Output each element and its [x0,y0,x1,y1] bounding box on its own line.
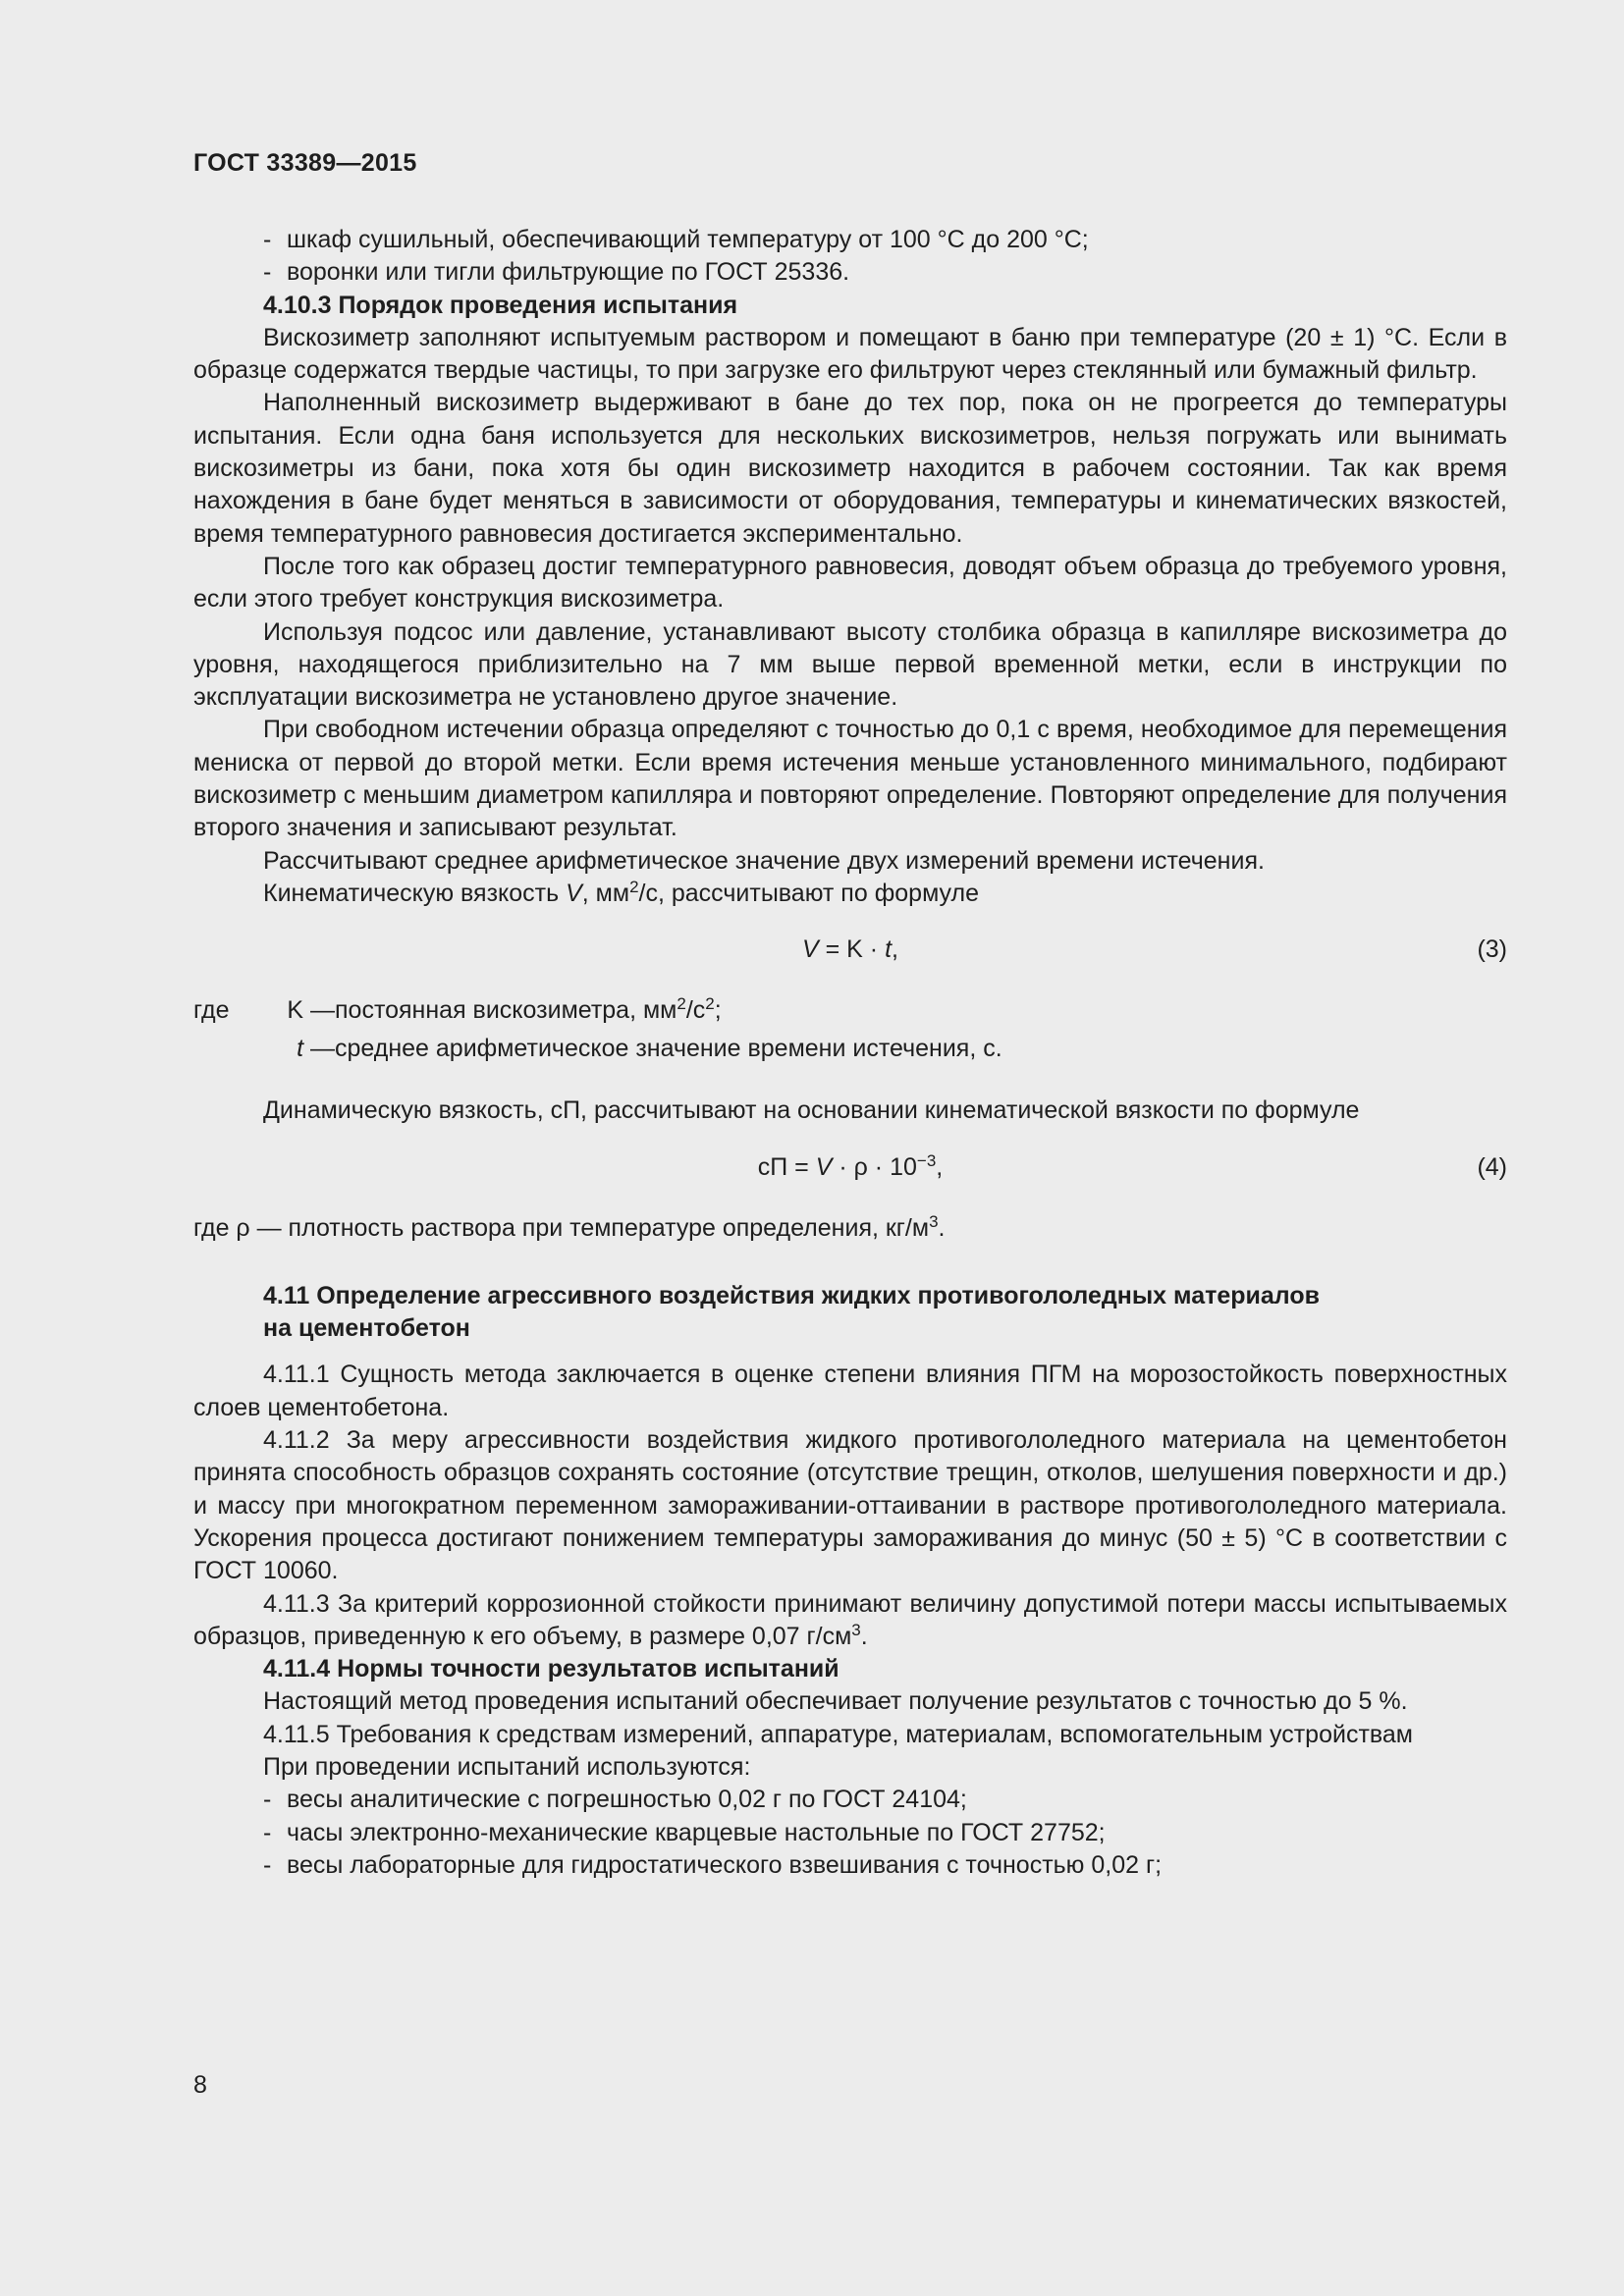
paragraph: Наполненный вискозиметр выдерживают в бане до тех пор, пока он не прогреется до температуры испытания. Если одна баня используется для нескольких вискозиметров, нельзя погружать или вынимать вискозиметры из бани, пока хотя бы один вискозиметр находится в рабочем состоянии. Так как время нахождения в бане будет меняться в зависимости от оборудования, температуры и кинематических вязкостей, время температурного равновесия достигается экспериментально. [193,389,1507,548]
paragraph: 4.11.2 За меру агрессивности воздействия жидкого противогололедного материала на цементобетон принята способность образцов сохранять состояние (отсутствие трещин, отколов, шелушения поверхности и др.) и массу при многократном переменном замораживании-оттаивании в растворе противогололедного материала. Ускорения процесса достигают понижением температуры замораживания до минус (50 ± 5) °С в соответствии с ГОСТ 10060. [193,1426,1507,1585]
text-run: /с [685,996,706,1025]
formula-expression [193,934,1507,966]
subsection-heading-4-11-4: 4.11.4 Нормы точности результатов испытаний [263,1655,839,1683]
variable-v: V [566,879,582,907]
text-run: , мм [581,879,630,907]
symbol-k: K — [287,996,335,1025]
formula-number: (4) [1477,1152,1507,1181]
superscript: 2 [677,994,686,1014]
list-item-text: весы лабораторные для гидростатического взвешивания с точностью 0,02 г; [287,1850,1163,1879]
variable-v: V [802,935,819,964]
symbol-t [297,1033,335,1065]
list-item [193,256,1507,289]
list-item [193,1817,1507,1849]
text-run: 4.11.3 За критерий коррозионной стойкости принимают величину допустимой потери массы испытываемых образцов, приведенную к его объему, в размере 0,07 г/см [193,1589,1507,1650]
list-item-text: весы аналитические с погрешностью 0,02 г по ГОСТ 24104; [287,1786,967,1814]
dash-marker: - [263,1818,272,1846]
formula-3 [193,910,1507,981]
list-item-text: шкаф сушильный, обеспечивающий температуру от 100 °С до 200 °С; [287,226,1089,253]
list-item-text: воронки или тигли фильтрующие по ГОСТ 25336. [287,258,850,287]
superscript: 3 [851,1620,861,1639]
text-run: , [936,1152,944,1181]
list-item [193,224,1507,256]
text-run: где ρ — плотность раствора при температуре определения, кг/м [193,1213,930,1242]
legend-row-k [193,994,1507,1033]
text-run: постоянная вискозиметра, мм [335,996,677,1025]
text-run: Кинематическую вязкость [263,879,567,907]
heading-line: на цементобетон [263,1314,470,1343]
paragraph: Настоящий метод проведения испытаний обеспечивает получение результатов с точностью до 5 %. [263,1687,1408,1716]
symbol-description [335,994,722,1027]
list-item [193,1849,1507,1882]
list-item [193,1784,1507,1816]
paragraph: Вискозиметр заполняют испытуемым раствором и помещают в баню при температуре (20 ± 1) °С. Если в образце содержатся твердые частицы, то при загрузке его фильтруют через стеклянный или бумажный фильтр. [193,323,1507,385]
document-page [193,0,1507,2296]
text-run: — [303,1035,335,1063]
variable-t: t [297,1035,304,1063]
paragraph: Рассчитывают среднее арифметическое значение двух измерений времени истечения. [263,846,1265,875]
paragraph: Динамическую вязкость, сП, рассчитывают на основании кинематической вязкости по формуле [263,1096,1360,1125]
superscript: 3 [929,1211,939,1231]
superscript: 2 [629,877,639,896]
dash-marker: - [263,258,272,287]
list-item-text: часы электронно-механические кварцевые настольные по ГОСТ 27752; [287,1818,1106,1846]
heading-line: 4.11 Определение агрессивного воздействия жидких противогололедных материалов [263,1281,1320,1309]
paragraph: После того как образец достиг температурного равновесия, доводят объем образца до требуемого уровня, если этого требует конструкция вискозиметра. [193,552,1507,614]
text-run: сП = [757,1152,816,1181]
formula-number: (3) [1477,935,1507,964]
variable-t: t [885,935,893,964]
legend-row-rho [193,1212,1507,1245]
paragraph: 4.11.5 Требования к средствам измерений, аппаратуре, материалам, вспомогательным устройствам [263,1720,1413,1748]
text-run: = K · [818,935,886,964]
text-run: , [892,935,898,964]
paragraph: 4.11.1 Сущность метода заключается в оценке степени влияния ПГМ на морозостойкость поверхностных слоев цементобетона. [193,1361,1507,1421]
paragraph: Используя подсос или давление, устанавливают высоту столбика образца в капилляре вискозиметра до уровня, находящегося приблизительно на 7 мм выше первой временной метки, если в инструкции по эксплуатации вискозиметра не установлено другое значение. [193,617,1507,712]
variable-v: V [815,1152,833,1181]
subsection-heading-4-10-3: 4.10.3 Порядок проведения испытания [263,291,738,319]
text-run: . [860,1622,868,1650]
where-label: где [193,996,230,1025]
dash-marker: - [263,1786,272,1814]
text-run: . [938,1213,946,1242]
formula-expression [193,1151,1507,1184]
text-run: ; [714,996,722,1025]
document-body [193,224,1507,1882]
legend-row-t [193,1033,1507,1071]
formula-4 [193,1128,1507,1199]
text-run: · ρ · 10 [832,1152,917,1181]
paragraph: При свободном истечении образца определяют с точностью до 0,1 с время, необходимое для перемещения мениска от первой до второй метки. Если время истечения меньше установленного минимального, подбирают вискозиметр с меньшим диаметром капилляра и повторяют определение. Повторяют определение для получения второго значения и записывают результат. [193,716,1507,842]
document-code-header: ГОСТ 33389—2015 [193,149,417,177]
paragraph-formula-intro [193,878,1507,910]
superscript: −3 [916,1150,937,1170]
symbol-description: среднее арифметическое значение времени истечения, с. [335,1035,1002,1063]
superscript: 2 [705,994,715,1014]
page-number: 8 [193,2071,207,2099]
dash-marker: - [263,226,272,253]
dash-marker: - [263,1850,272,1879]
paragraph: При проведении испытаний используются: [263,1752,751,1781]
section-heading-4-11 [193,1280,1507,1346]
paragraph [193,1588,1507,1654]
text-run: /с, рассчитывают по формуле [638,879,979,907]
